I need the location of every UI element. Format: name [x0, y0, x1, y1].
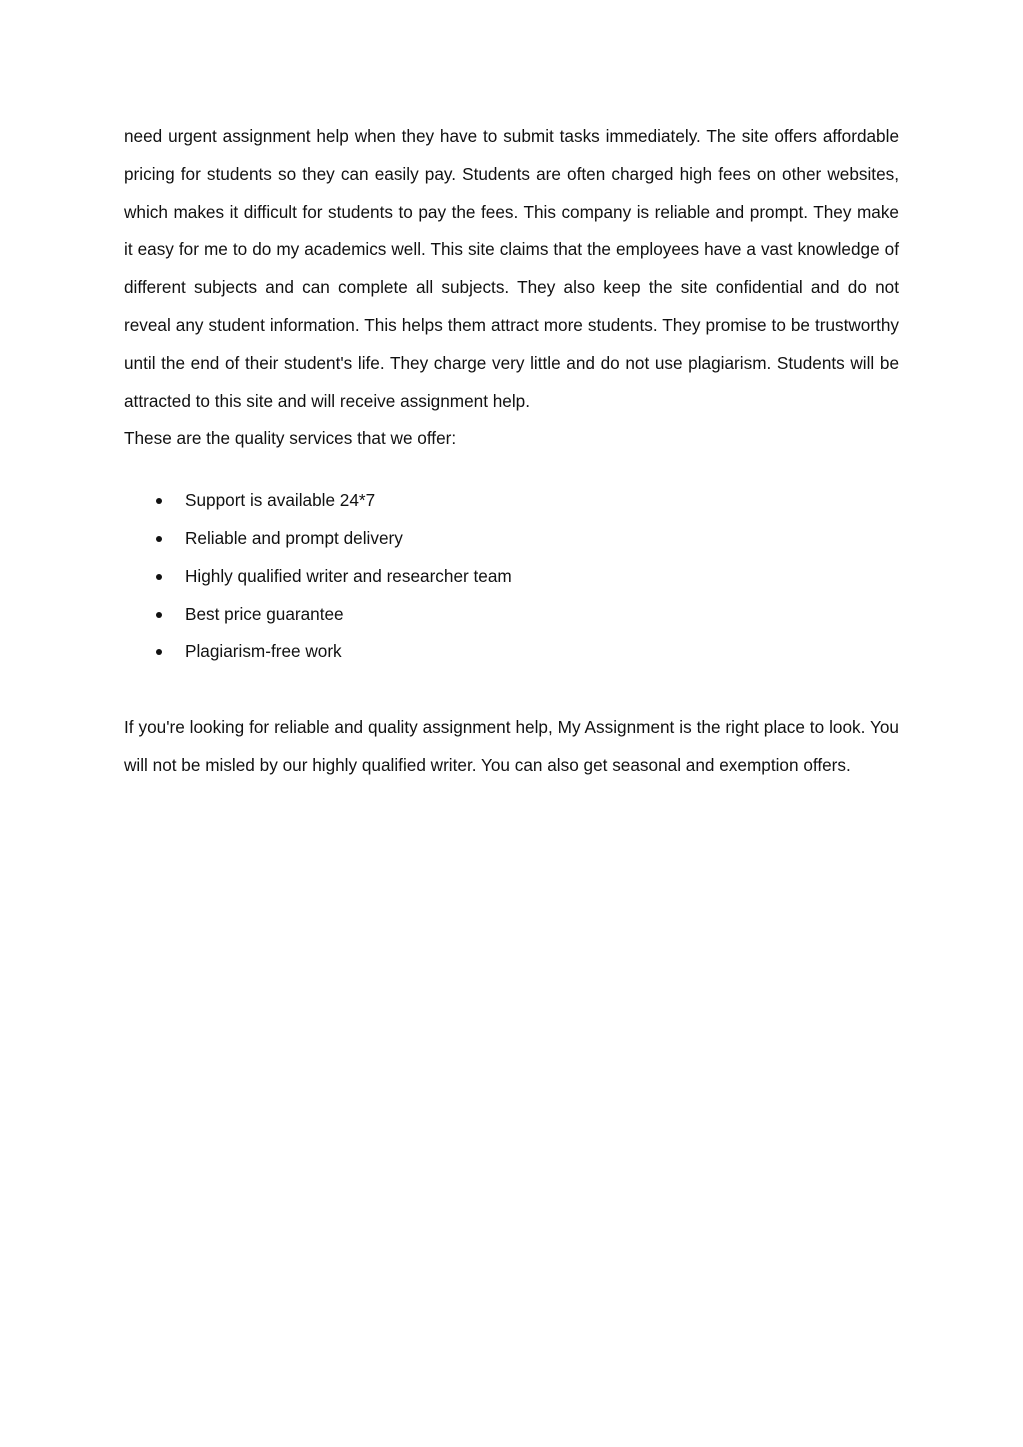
document-page [124, 118, 899, 785]
list-item [124, 633, 899, 671]
list-item [124, 596, 899, 634]
bullet-icon [156, 536, 162, 542]
list-item-text: Best price guarantee [185, 603, 344, 624]
body-paragraph: need urgent assignment help when they have to submit tasks immediately. The site offers affordable pricing for students so they can easily pay. Students are often charged high fees on other websites, which makes it difficult for students to pay the fees. This company is reliable and prompt. They make it easy for me to do my academics well. This site claims that the employees have a vast knowledge of different subjects and can complete all subjects. They also keep the site confidential and do not reveal any student information. This helps them attract more students. They promise to be trustworthy until the end of their student's life. They charge very little and do not use plagiarism. Students will be attracted to this site and will receive assignment help. [124, 126, 899, 411]
list-item-text: Support is available 24*7 [185, 490, 376, 511]
list-item [124, 482, 899, 520]
list-item [124, 520, 899, 558]
bullet-icon [156, 574, 162, 580]
bullet-icon [156, 649, 162, 655]
services-list [124, 482, 899, 671]
services-intro: These are the quality services that we offer: [124, 428, 457, 449]
list-item-text: Reliable and prompt delivery [185, 527, 403, 548]
list-item [124, 558, 899, 596]
list-item-text: Highly qualified writer and researcher team [185, 565, 512, 586]
bullet-icon [156, 498, 162, 504]
bullet-icon [156, 612, 162, 618]
list-item-text: Plagiarism-free work [185, 641, 342, 662]
closing-paragraph: If you're looking for reliable and quality assignment help, My Assignment is the right place to look. You will not be misled by our highly qualified writer. You can also get seasonal and exemption offers. [124, 717, 899, 775]
